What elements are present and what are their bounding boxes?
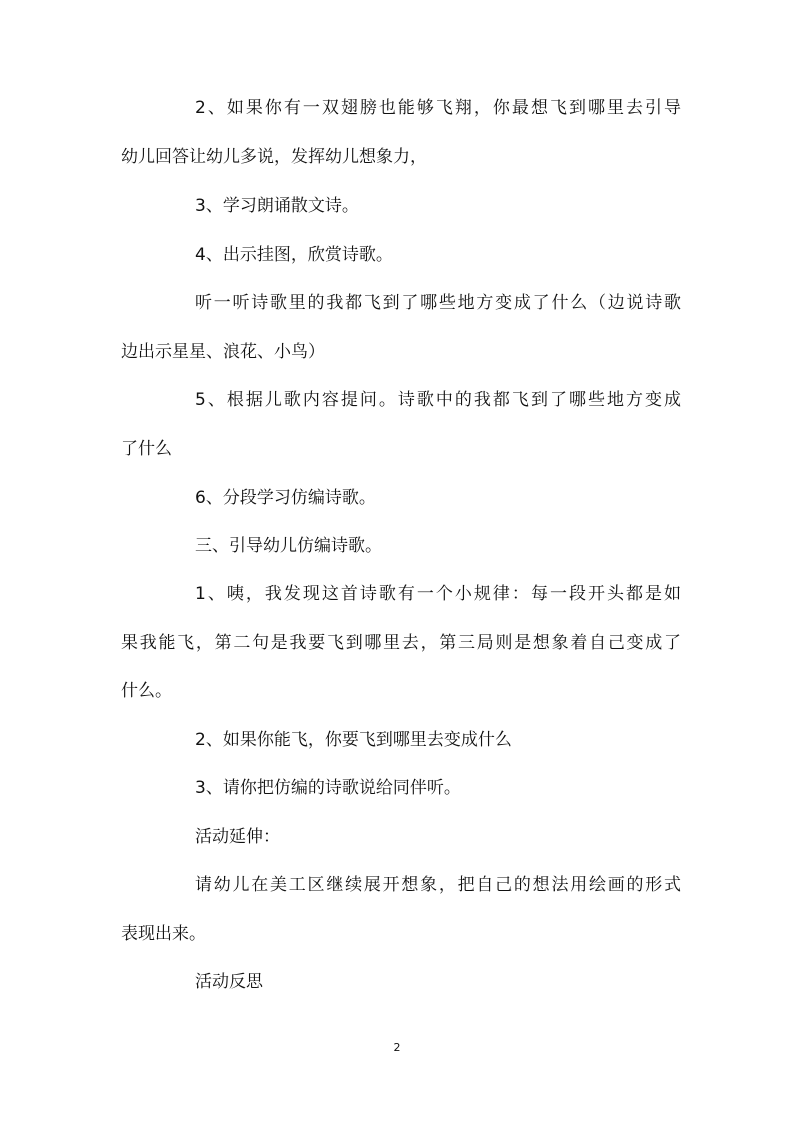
section-heading: 活动反思 [195, 972, 263, 992]
page-number: 2 [393, 1041, 401, 1054]
paragraph-line: 听一听诗歌里的我都飞到了哪些地方变成了什么（边说诗歌 [195, 293, 681, 313]
paragraph-line: 4、出示挂图，欣赏诗歌。 [195, 245, 393, 265]
paragraph-line: 1、咦，我发现这首诗歌有一个小规律：每一段开头都是如 [195, 584, 681, 604]
paragraph-line: 3、学习朗诵散文诗。 [195, 196, 359, 216]
section-heading: 三、引导幼儿仿编诗歌。 [195, 536, 382, 556]
paragraph-line: 什么。 [121, 681, 172, 701]
paragraph-line: 3、请你把仿编的诗歌说给同伴听。 [195, 778, 461, 798]
paragraph-line: 2、如果你能飞，你要飞到哪里去变成什么 [195, 730, 512, 750]
paragraph-line: 边出示星星、浪花、小鸟） [121, 342, 325, 362]
paragraph-line: 了什么 [121, 439, 172, 459]
paragraph-line: 5、根据儿歌内容提问。诗歌中的我都飞到了哪些地方变成 [195, 390, 681, 410]
paragraph-line: 表现出来。 [121, 924, 206, 944]
paragraph-line: 果我能飞，第二句是我要飞到哪里去，第三局则是想象着自己变成了 [121, 633, 681, 653]
paragraph-line: 请幼儿在美工区继续展开想象，把自己的想法用绘画的形式 [195, 875, 681, 895]
paragraph-line: 幼儿回答让幼儿多说，发挥幼儿想象力， [121, 147, 427, 167]
paragraph-line: 6、分段学习仿编诗歌。 [195, 488, 376, 508]
paragraph-line: 2、如果你有一双翅膀也能够飞翔，你最想飞到哪里去引导 [195, 98, 681, 118]
section-heading: 活动延伸： [195, 827, 280, 847]
